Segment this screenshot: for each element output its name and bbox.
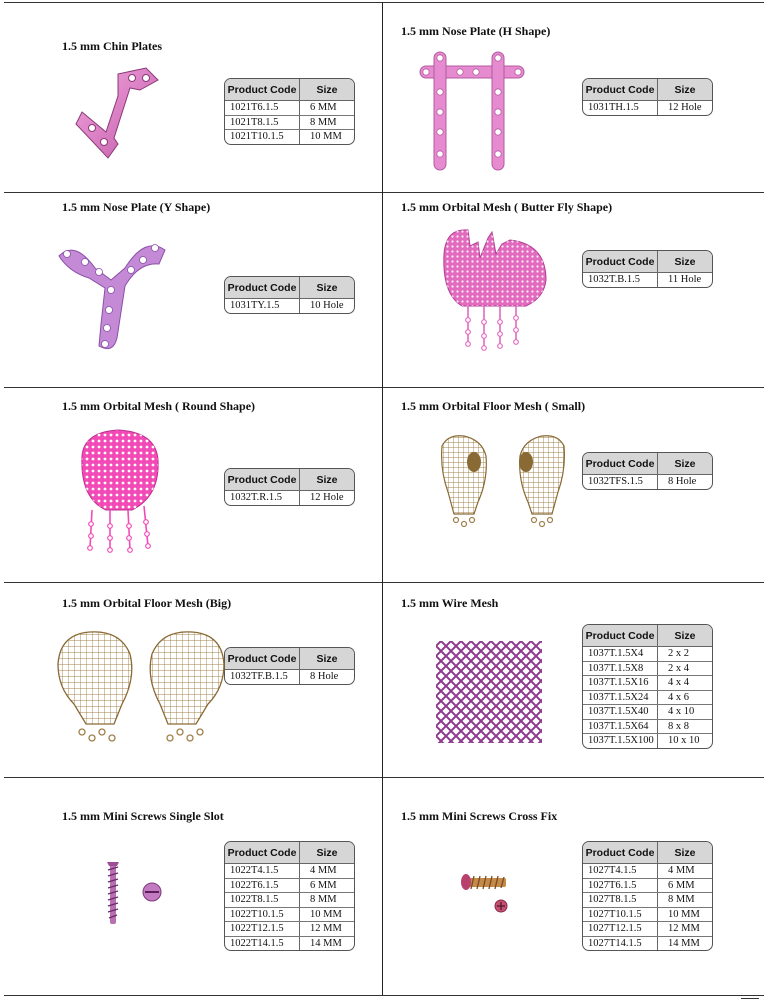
size-cell: 6 MM xyxy=(668,879,695,891)
section-title: 1.5 mm Orbital Mesh ( Butter Fly Shape) xyxy=(401,200,613,214)
section-title: 1.5 mm Mini Screws Single Slot xyxy=(62,809,224,823)
section-title: 1.5 mm Mini Screws Cross Fix xyxy=(401,809,558,823)
product-table xyxy=(582,841,713,951)
h-shape-plate-illustration xyxy=(412,44,532,174)
header-product-code: Product Code xyxy=(583,79,658,100)
header-product-code: Product Code xyxy=(583,842,658,863)
product-code-cell: 1027T14.1.5 xyxy=(583,937,658,951)
product-table xyxy=(224,78,355,145)
row-divider xyxy=(4,777,764,778)
table-row xyxy=(225,878,354,893)
table-row xyxy=(583,921,712,936)
table-header xyxy=(225,277,354,299)
table-row xyxy=(225,491,354,505)
size-cell: 4 x 4 xyxy=(668,677,689,689)
product-table xyxy=(224,841,355,951)
size-cell: 8 Hole xyxy=(310,671,339,683)
size-cell: 4 MM xyxy=(310,865,337,877)
table-row xyxy=(225,299,354,313)
table-row xyxy=(583,704,712,719)
size-cell: 2 x 2 xyxy=(668,648,689,660)
table-row xyxy=(583,661,712,676)
table-row xyxy=(225,936,354,951)
header-product-code: Product Code xyxy=(225,469,300,490)
header-size: Size xyxy=(674,83,696,96)
size-cell: 14 MM xyxy=(310,937,342,949)
size-cell: 8 x 8 xyxy=(668,720,689,732)
product-code-cell: 1022T4.1.5 xyxy=(225,864,300,878)
size-cell: 8 MM xyxy=(310,894,337,906)
product-table xyxy=(582,624,713,749)
product-code-cell: 1032TF.B.1.5 xyxy=(225,670,300,684)
size-cell: 12 Hole xyxy=(668,102,702,114)
product-code-cell: 1032TFS.1.5 xyxy=(583,475,658,489)
section-title: 1.5 mm Wire Mesh xyxy=(401,596,499,610)
header-product-code: Product Code xyxy=(225,842,300,863)
product-code-cell: 1031TH.1.5 xyxy=(583,101,658,115)
section-title: 1.5 mm Orbital Floor Mesh ( Small) xyxy=(401,399,586,413)
size-cell: 6 MM xyxy=(310,102,337,114)
product-code-cell: 1022T12.1.5 xyxy=(225,922,300,936)
table-row xyxy=(583,719,712,734)
table-row xyxy=(583,733,712,748)
product-code-cell: 1037T.1.5X8 xyxy=(583,662,658,676)
section-title: 1.5 mm Chin Plates xyxy=(62,39,162,53)
header-size: Size xyxy=(316,846,338,859)
product-table xyxy=(582,452,713,490)
product-code-cell: 1037T.1.5X4 xyxy=(583,647,658,661)
row-divider xyxy=(4,995,764,996)
product-code-cell: 1027T6.1.5 xyxy=(583,879,658,893)
size-cell: 4 MM xyxy=(668,865,695,877)
table-row xyxy=(225,129,354,144)
product-code-cell: 1022T14.1.5 xyxy=(225,937,300,951)
row-divider xyxy=(4,387,764,388)
table-row xyxy=(225,101,354,115)
header-product-code: Product Code xyxy=(583,453,658,474)
table-row xyxy=(583,892,712,907)
size-cell: 14 MM xyxy=(668,937,700,949)
row-divider xyxy=(4,192,764,193)
product-code-cell: 1037T.1.5X24 xyxy=(583,691,658,705)
size-cell: 10 x 10 xyxy=(668,735,700,747)
section-title: 1.5 mm Nose Plate (H Shape) xyxy=(401,24,551,38)
size-cell: 4 x 10 xyxy=(668,706,695,718)
product-table xyxy=(224,468,355,506)
product-code-cell: 1022T6.1.5 xyxy=(225,879,300,893)
product-code-cell: 1037T.1.5X16 xyxy=(583,676,658,690)
product-table xyxy=(582,78,713,116)
header-product-code: Product Code xyxy=(225,277,300,298)
header-product-code: Product Code xyxy=(583,625,658,646)
corner-mark xyxy=(741,998,759,999)
header-product-code: Product Code xyxy=(225,648,300,669)
table-row xyxy=(583,675,712,690)
size-cell: 10 MM xyxy=(310,131,342,143)
table-row xyxy=(583,864,712,878)
table-row xyxy=(225,907,354,922)
chin-plate-illustration xyxy=(68,66,163,161)
table-row xyxy=(583,647,712,661)
column-divider xyxy=(382,2,383,995)
product-code-cell: 1022T8.1.5 xyxy=(225,893,300,907)
header-size: Size xyxy=(674,846,696,859)
product-code-cell: 1027T12.1.5 xyxy=(583,922,658,936)
product-code-cell: 1021T10.1.5 xyxy=(225,130,300,144)
size-cell: 12 Hole xyxy=(310,492,344,504)
table-row xyxy=(225,864,354,878)
header-size: Size xyxy=(316,473,338,486)
product-code-cell: 1037T.1.5X64 xyxy=(583,720,658,734)
table-header xyxy=(583,453,712,475)
product-code-cell: 1037T.1.5X100 xyxy=(583,734,658,748)
size-cell: 6 MM xyxy=(310,879,337,891)
butterfly-mesh-illustration xyxy=(440,224,550,359)
size-cell: 2 x 4 xyxy=(668,662,689,674)
table-row xyxy=(225,115,354,130)
table-header xyxy=(583,625,712,647)
header-size: Size xyxy=(316,652,338,665)
table-header xyxy=(583,251,712,273)
header-size: Size xyxy=(674,629,696,642)
table-header xyxy=(225,79,354,101)
table-header xyxy=(225,842,354,864)
table-row xyxy=(583,101,712,115)
orbital-floor-small-illustration xyxy=(438,432,568,530)
header-size: Size xyxy=(316,281,338,294)
round-mesh-illustration xyxy=(72,426,167,556)
table-row xyxy=(583,907,712,922)
table-row xyxy=(583,690,712,705)
table-row xyxy=(583,475,712,489)
table-header xyxy=(583,842,712,864)
header-size: Size xyxy=(674,457,696,470)
size-cell: 10 MM xyxy=(310,908,342,920)
wire-mesh-illustration xyxy=(436,641,542,743)
product-table xyxy=(224,647,355,685)
product-code-cell: 1037T.1.5X40 xyxy=(583,705,658,719)
section-title: 1.5 mm Nose Plate (Y Shape) xyxy=(62,200,211,214)
orbital-floor-big-illustration xyxy=(56,628,226,746)
section-title: 1.5 mm Orbital Floor Mesh (Big) xyxy=(62,596,232,610)
table-row xyxy=(225,921,354,936)
table-row xyxy=(583,936,712,951)
product-code-cell: 1031TY.1.5 xyxy=(225,299,300,313)
product-table xyxy=(582,250,713,288)
product-code-cell: 1022T10.1.5 xyxy=(225,908,300,922)
header-size: Size xyxy=(316,83,338,96)
header-product-code: Product Code xyxy=(583,251,658,272)
table-row xyxy=(225,892,354,907)
product-code-cell: 1032T.B.1.5 xyxy=(583,273,658,287)
row-divider xyxy=(4,2,764,3)
size-cell: 12 MM xyxy=(310,923,342,935)
size-cell: 11 Hole xyxy=(668,274,702,286)
product-code-cell: 1027T8.1.5 xyxy=(583,893,658,907)
size-cell: 8 MM xyxy=(310,116,337,128)
size-cell: 8 Hole xyxy=(668,476,697,488)
table-header xyxy=(583,79,712,101)
size-cell: 10 Hole xyxy=(310,300,344,312)
cross-fix-screw-illustration xyxy=(458,864,518,920)
size-cell: 12 MM xyxy=(668,923,700,935)
size-cell: 4 x 6 xyxy=(668,691,689,703)
product-code-cell: 1021T6.1.5 xyxy=(225,101,300,115)
single-slot-screw-illustration xyxy=(100,858,170,930)
table-header xyxy=(225,469,354,491)
size-cell: 8 MM xyxy=(668,894,695,906)
section-title: 1.5 mm Orbital Mesh ( Round Shape) xyxy=(62,399,256,413)
table-row xyxy=(225,670,354,684)
product-code-cell: 1027T4.1.5 xyxy=(583,864,658,878)
row-divider xyxy=(4,582,764,583)
table-row xyxy=(583,273,712,287)
product-code-cell: 1021T8.1.5 xyxy=(225,116,300,130)
product-table xyxy=(224,276,355,314)
table-row xyxy=(583,878,712,893)
header-product-code: Product Code xyxy=(225,79,300,100)
y-shape-plate-illustration xyxy=(55,228,175,356)
product-code-cell: 1032T.R.1.5 xyxy=(225,491,300,505)
header-size: Size xyxy=(674,255,696,268)
table-header xyxy=(225,648,354,670)
product-code-cell: 1027T10.1.5 xyxy=(583,908,658,922)
size-cell: 10 MM xyxy=(668,908,700,920)
